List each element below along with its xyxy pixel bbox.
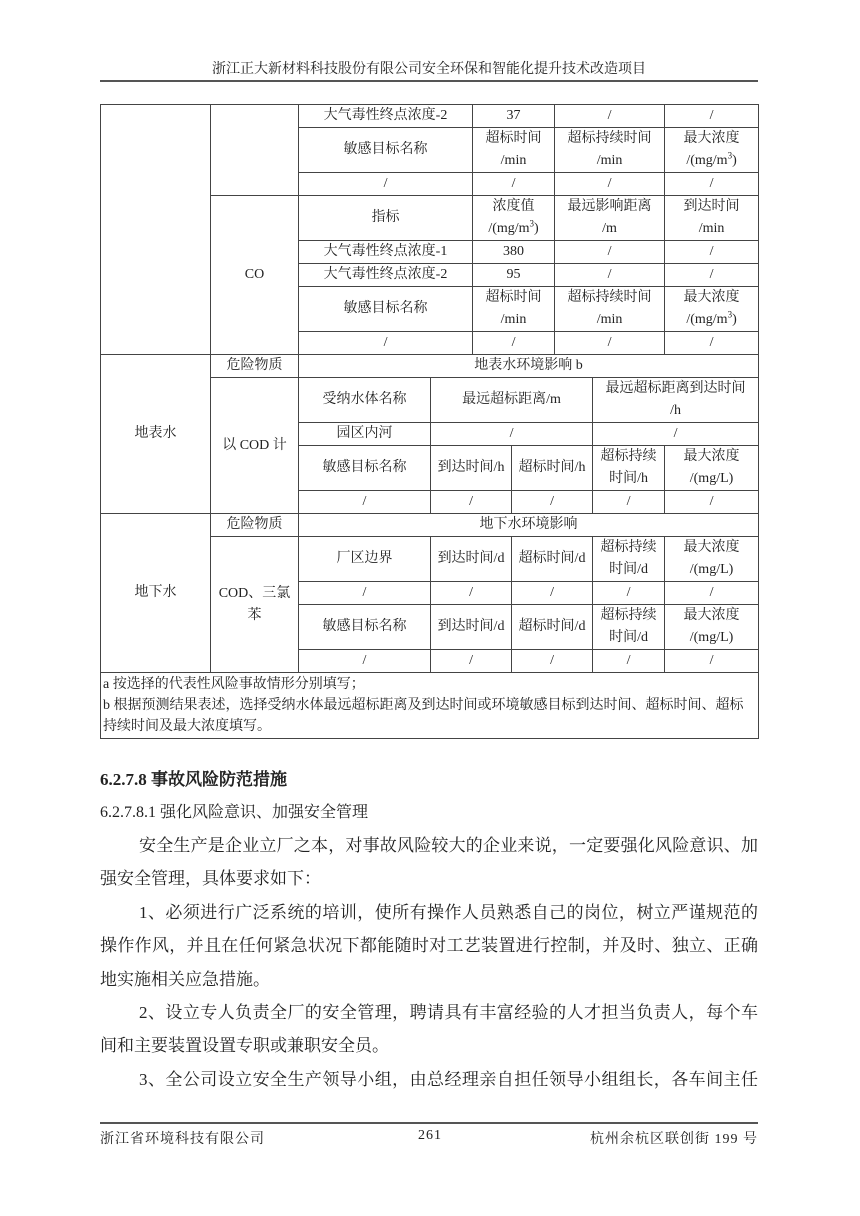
subsection-heading: 6.2.7.8.1 强化风险意识、加强安全管理 bbox=[100, 804, 369, 821]
cell: 最远超标距离到达时间 /h bbox=[593, 378, 759, 423]
cell: 超标时间/d bbox=[512, 605, 593, 650]
cell: 厂区边界 bbox=[299, 537, 431, 582]
cell: 最大浓度 /(mg/L) bbox=[665, 605, 759, 650]
category-cell-empty bbox=[101, 105, 211, 355]
cell: / bbox=[593, 650, 665, 673]
cell: / bbox=[299, 650, 431, 673]
cell: 到达时间/d bbox=[431, 605, 512, 650]
cell: / bbox=[431, 491, 512, 514]
cell: 危险物质 bbox=[211, 514, 299, 537]
cell: 37 bbox=[473, 105, 555, 128]
cell: / bbox=[431, 423, 593, 446]
cell: 最大浓度 /(mg/L) bbox=[665, 446, 759, 491]
substance-cell-empty bbox=[211, 105, 299, 196]
cell: / bbox=[665, 650, 759, 673]
cell: 到达时间/d bbox=[431, 537, 512, 582]
cell: 受纳水体名称 bbox=[299, 378, 431, 423]
text-line: 强安全管理，具体要求如下： bbox=[100, 869, 321, 889]
cell: / bbox=[299, 332, 473, 355]
cell: / bbox=[473, 332, 555, 355]
header-divider bbox=[100, 80, 758, 82]
cell: 超标持续 时间/d bbox=[593, 605, 665, 650]
cell: 最远影响距离 /m bbox=[555, 196, 665, 241]
table-notes-row bbox=[101, 673, 759, 739]
cell: / bbox=[665, 264, 759, 287]
cell: 敏感目标名称 bbox=[299, 287, 473, 332]
cell: 380 bbox=[473, 241, 555, 264]
cell: / bbox=[299, 491, 431, 514]
table-row bbox=[101, 355, 759, 378]
cell: / bbox=[555, 332, 665, 355]
cell: 超标持续时间 /min bbox=[555, 287, 665, 332]
table-row bbox=[101, 514, 759, 537]
footer-company: 浙江省环境科技有限公司 bbox=[100, 1132, 265, 1147]
text-line: 安全生产是企业立厂之本，对事故风险较大的企业来说，一定要强化风险意识、加 bbox=[139, 836, 758, 855]
cell: 大气毒性终点浓度-2 bbox=[299, 264, 473, 287]
impact-table bbox=[100, 104, 759, 739]
cell: 最大浓度 $/(mg/m^3)$ bbox=[665, 287, 759, 332]
cell: 最远超标距离/m bbox=[431, 378, 593, 423]
cell: 敏感目标名称 bbox=[299, 446, 431, 491]
section-heading: 6.2.7.8 事故风险防范措施 bbox=[100, 770, 287, 789]
text-line: 1、必须进行广泛系统的培训，使所有操作人员熟悉自己的岗位，树立严谨规范的 bbox=[139, 902, 758, 922]
cell: / bbox=[431, 650, 512, 673]
category-surface-water: 地表水 bbox=[101, 355, 211, 514]
text-line: 2、设立专人负责全厂的安全管理，聘请具有丰富经验的人才担当负责人，每个车 bbox=[139, 1002, 758, 1022]
cell: 到达时间 /min bbox=[665, 196, 759, 241]
cell: / bbox=[512, 650, 593, 673]
note-b: b 根据预测结果表述，选择受纳水体最远超标距离及到达时间或环境敏感目标到达时间、超标时间、超标持续时间及最大浓度填写。 bbox=[103, 698, 744, 734]
cell: 浓度值 $/(mg/m^3)$ bbox=[473, 196, 555, 241]
cell: 指标 bbox=[299, 196, 473, 241]
footer-address: 杭州余杭区联创街 199 号 bbox=[590, 1132, 758, 1147]
cell: 超标时间/h bbox=[512, 446, 593, 491]
cell: 超标持续 时间/h bbox=[593, 446, 665, 491]
cell: / bbox=[555, 173, 665, 196]
cell: 园区内河 bbox=[299, 423, 431, 446]
cell: / bbox=[593, 491, 665, 514]
cell: 95 bbox=[473, 264, 555, 287]
cell: / bbox=[665, 582, 759, 605]
cell: 敏感目标名称 bbox=[299, 605, 431, 650]
cell: / bbox=[431, 582, 512, 605]
cell: 到达时间/h bbox=[431, 446, 512, 491]
cell: 危险物质 bbox=[211, 355, 299, 378]
text-line: 地实施相关应急措施。 bbox=[100, 969, 270, 989]
cell: 最大浓度 $/(mg/m^3)$ bbox=[665, 128, 759, 173]
cell: / bbox=[555, 241, 665, 264]
cell: / bbox=[555, 105, 665, 128]
cell: / bbox=[665, 173, 759, 196]
footer-divider bbox=[100, 1122, 758, 1124]
cell: 超标时间 /min bbox=[473, 287, 555, 332]
table-row bbox=[101, 105, 759, 128]
cell: / bbox=[665, 332, 759, 355]
note-a: a 按选择的代表性风险事故情形分别填写； bbox=[103, 677, 365, 692]
page-number: 261 bbox=[418, 1128, 442, 1143]
cell: / bbox=[665, 105, 759, 128]
cell: 地下水环境影响 bbox=[299, 514, 759, 537]
cell: / bbox=[299, 582, 431, 605]
cell: / bbox=[512, 582, 593, 605]
cell: / bbox=[299, 173, 473, 196]
table-notes bbox=[101, 673, 759, 739]
cell: 超标持续 时间/d bbox=[593, 537, 665, 582]
body-text bbox=[100, 833, 758, 1100]
cell: / bbox=[512, 491, 593, 514]
cell: 最大浓度 /(mg/L) bbox=[665, 537, 759, 582]
cell: 超标时间 /min bbox=[473, 128, 555, 173]
substance-cod: 以 COD 计 bbox=[211, 378, 299, 514]
cell: 大气毒性终点浓度-2 bbox=[299, 105, 473, 128]
running-header: 浙江正大新材料科技股份有限公司安全环保和智能化提升技术改造项目 bbox=[212, 62, 646, 77]
cell: / bbox=[665, 241, 759, 264]
cell: 地表水环境影响 b bbox=[299, 355, 759, 378]
substance-cod-tcb: COD、三氯苯 bbox=[211, 537, 299, 673]
substance-co: CO bbox=[211, 196, 299, 355]
cell: / bbox=[473, 173, 555, 196]
cell: 大气毒性终点浓度-1 bbox=[299, 241, 473, 264]
cell: / bbox=[593, 423, 759, 446]
cell: / bbox=[593, 582, 665, 605]
category-groundwater: 地下水 bbox=[101, 514, 211, 673]
cell: / bbox=[665, 491, 759, 514]
text-line: 操作作风，并且在任何紧急状况下都能随时对工艺装置进行控制，并及时、独立、正确 bbox=[100, 936, 758, 956]
cell: 超标持续时间 /min bbox=[555, 128, 665, 173]
cell: 敏感目标名称 bbox=[299, 128, 473, 173]
cell: 超标时间/d bbox=[512, 537, 593, 582]
text-line: 3、全公司设立安全生产领导小组，由总经理亲自担任领导小组组长，各车间主任 bbox=[139, 1069, 758, 1089]
text-line: 间和主要装置设置专职或兼职安全员。 bbox=[100, 1036, 389, 1056]
cell: / bbox=[555, 264, 665, 287]
